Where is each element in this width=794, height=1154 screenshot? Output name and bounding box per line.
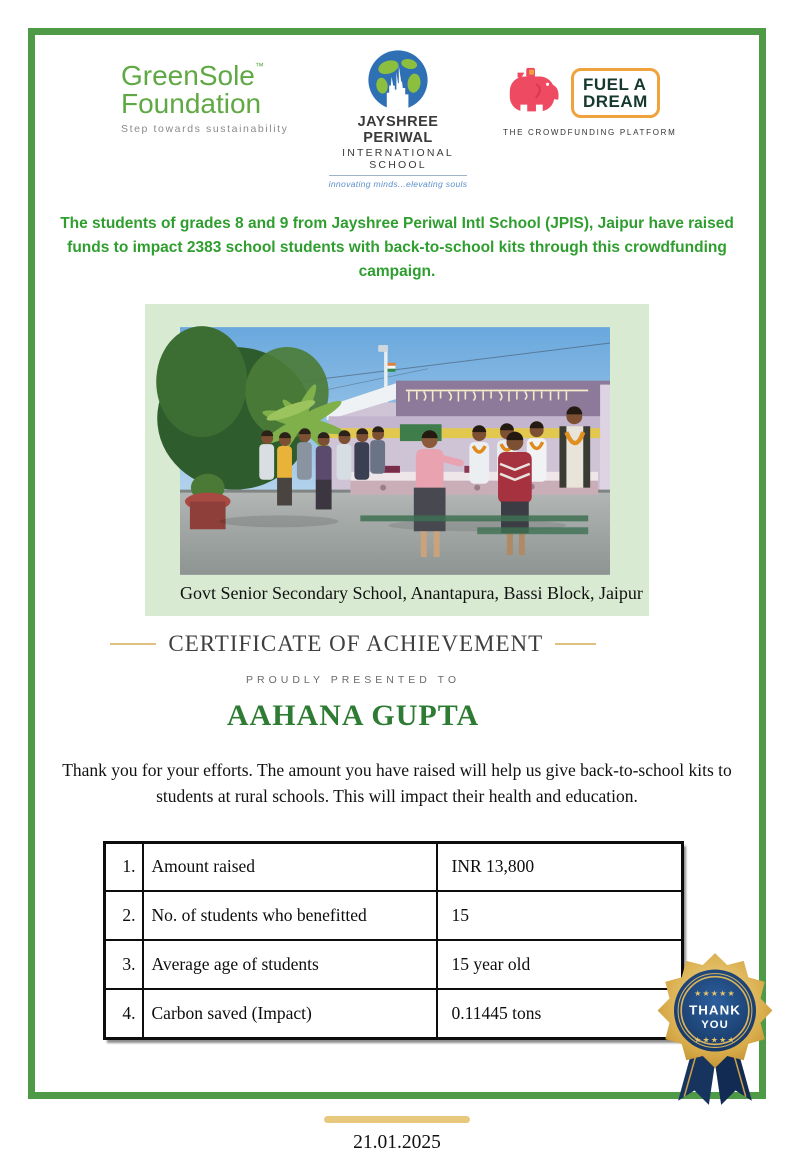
greensole-foundation-text: Foundation: [121, 88, 262, 119]
certificate-heading: CERTIFICATE OF ACHIEVEMENT: [168, 631, 544, 657]
photo-card: [145, 304, 649, 616]
table-row: [105, 842, 683, 891]
table-row: [105, 891, 683, 940]
table-row: [105, 940, 683, 989]
elephant-icon: [503, 64, 565, 122]
recipient-name: AAHANA GUPTA: [226, 699, 480, 733]
greensole-foundation-logo: [121, 62, 293, 135]
table-row: [105, 989, 683, 1038]
impact-table: [103, 841, 684, 1040]
presented-to-label: PROUDLY PRESENTED TO: [245, 674, 460, 687]
jpis-name-line1: JAYSHREE PERIWAL: [357, 114, 439, 146]
row-value: INR 13,800: [437, 842, 683, 891]
photo-caption: Govt Senior Secondary School, Anantapura, Bassi Block, Jaipur: [180, 583, 643, 604]
fueladream-tagline: THE CROWDFUNDING PLATFORM: [503, 128, 677, 137]
logo-row: [0, 0, 794, 192]
badge-stars-bottom: ★★★★★: [694, 1035, 736, 1045]
badge-stars-top: ★★★★★: [694, 989, 736, 999]
greensole-name-text: GreenSole: [121, 60, 255, 91]
globe-castle-icon: [366, 48, 430, 112]
jpis-tagline: innovating minds...elevating souls: [329, 175, 468, 189]
school-photo: [180, 326, 610, 576]
row-value: 15 year old: [437, 940, 683, 989]
row-number: 1.: [105, 842, 143, 891]
row-value: 15: [437, 891, 683, 940]
greensole-name: [121, 62, 293, 90]
gold-date-rule: [324, 1116, 470, 1123]
row-number: 2.: [105, 891, 143, 940]
badge-you: YOU: [701, 1018, 729, 1031]
row-label: Carbon saved (Impact): [143, 989, 437, 1038]
trademark-symbol: ™: [254, 61, 264, 71]
date: 21.01.2025: [353, 1131, 441, 1153]
row-label: No. of students who benefitted: [143, 891, 437, 940]
fueladream-wordmark: [571, 68, 660, 119]
certificate-heading-row: [110, 631, 596, 657]
intro-statement: The students of grades 8 and 9 from Jayshree Periwal Intl School (JPIS), Jaipur have raised funds to impact 2383 school students with back-to-school kits through this crowdfunding campaign.: [60, 215, 734, 281]
badge-thank: THANK: [689, 1002, 741, 1018]
row-value: 0.11445 tons: [437, 989, 683, 1038]
row-number: 3.: [105, 940, 143, 989]
fueladream-line2: DREAM: [583, 92, 648, 111]
row-number: 4.: [105, 989, 143, 1038]
fueladream-logo: [503, 64, 677, 137]
gold-rule-left: [110, 643, 156, 645]
row-label: Amount raised: [143, 842, 437, 891]
gold-rule-right: [555, 643, 596, 645]
thank-you-badge: [648, 947, 782, 1111]
jpis-logo: [323, 48, 473, 192]
greensole-tagline: Step towards sustainability: [121, 123, 289, 135]
row-label: Average age of students: [143, 940, 437, 989]
jpis-name-line2: INTERNATIONAL SCHOOL: [342, 147, 454, 171]
thank-you-message: Thank you for your efforts. The amount you have raised will help us give back-to-school kits to students at rural schools. This will impact their health and education.: [62, 760, 732, 807]
fueladream-line1: FUEL A: [583, 74, 647, 94]
